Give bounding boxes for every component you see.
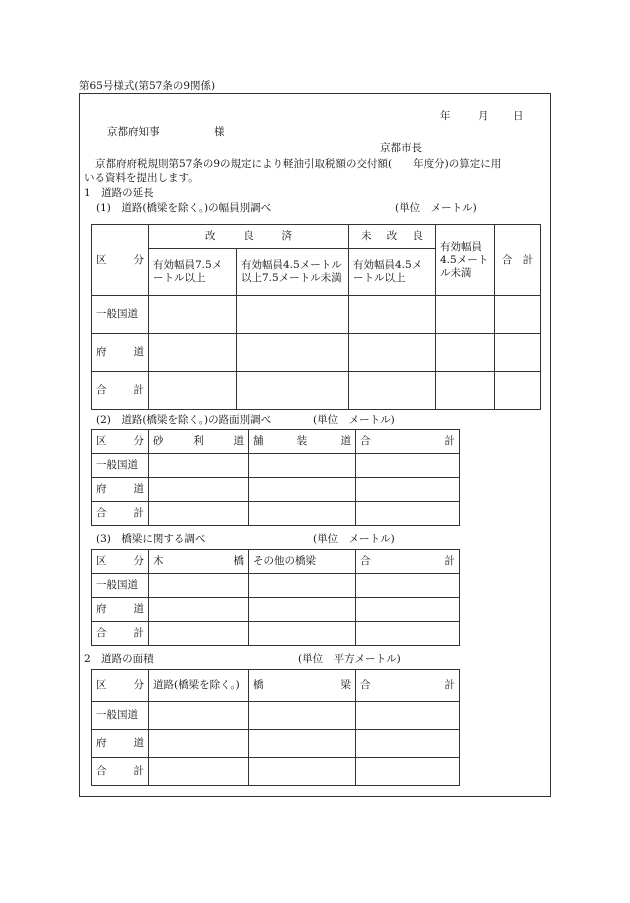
col-c-header: 有効幅員4.5メートル以上 bbox=[349, 249, 436, 296]
sub3-title: (3) 橋梁に関する調べ bbox=[96, 533, 206, 545]
date-day: 日 bbox=[513, 110, 524, 122]
row-label-total: 合 計 bbox=[92, 372, 149, 410]
sender: 京都市長 bbox=[380, 142, 422, 154]
t3-row-total: 合 計 bbox=[92, 622, 149, 646]
t4-row-fudo: 府 道 bbox=[92, 730, 149, 758]
kubun-header: 区 分 bbox=[92, 225, 149, 296]
addressee: 京都府知事 bbox=[107, 126, 160, 138]
sub3-unit: (単位 メートル) bbox=[313, 533, 395, 545]
sub1-title: (1) 道路(橋梁を除く。)の幅員別調べ bbox=[96, 202, 272, 214]
width-survey-table bbox=[91, 224, 541, 410]
t2-head-total: 合 計 bbox=[356, 430, 460, 454]
t2-head-hoso: 舗 装 道 bbox=[249, 430, 356, 454]
row-label-kokudo: 一般国道 bbox=[92, 296, 149, 334]
t2-row-total: 合 計 bbox=[92, 502, 149, 526]
form-label: 第65号様式(第57条の9関係) bbox=[79, 80, 216, 92]
sub1-unit: (単位 メートル) bbox=[395, 202, 477, 214]
kairyo-header: 改 良 済 bbox=[149, 225, 349, 249]
section2-unit: (単位 平方メートル) bbox=[298, 653, 401, 665]
t3-head-total: 合 計 bbox=[356, 550, 460, 574]
t3-head-kubun: 区 分 bbox=[92, 550, 149, 574]
t2-head-jari: 砂 利 道 bbox=[149, 430, 249, 454]
sub2-unit: (単位 メートル) bbox=[313, 414, 395, 426]
col-b-header: 有効幅員4.5メートル以上7.5メートル未満 bbox=[237, 249, 349, 296]
t2-head-kubun: 区 分 bbox=[92, 430, 149, 454]
t4-head-bridge: 橋 梁 bbox=[249, 670, 356, 702]
t3-head-other: その他の橋梁 bbox=[249, 550, 356, 574]
sub2-title: (2) 道路(橋梁を除く。)の路面別調べ bbox=[96, 414, 272, 426]
body-line-1: 京都府府税規則第57条の9の規定により軽油引取税額の交付額( 年度分)の算定に用 bbox=[95, 158, 502, 170]
t4-head-total: 合 計 bbox=[356, 670, 460, 702]
area-table bbox=[91, 669, 460, 786]
mikairyo-header: 未 改 良 bbox=[349, 225, 436, 249]
t2-row-kokudo: 一般国道 bbox=[92, 454, 149, 478]
t3-row-kokudo: 一般国道 bbox=[92, 574, 149, 598]
col-total-header: 合 計 bbox=[495, 225, 541, 296]
date-year: 年 bbox=[440, 110, 451, 122]
t4-row-kokudo: 一般国道 bbox=[92, 702, 149, 730]
body-line-2: いる資料を提出します。 bbox=[84, 172, 199, 184]
section1-title: 1 道路の延長 bbox=[84, 187, 154, 199]
t4-head-kubun: 区 分 bbox=[92, 670, 149, 702]
t3-head-mokkyo: 木 橋 bbox=[149, 550, 249, 574]
section2-title: 2 道路の面積 bbox=[84, 653, 154, 665]
date-month: 月 bbox=[478, 110, 489, 122]
t2-row-fudo: 府 道 bbox=[92, 478, 149, 502]
t4-row-total: 合 計 bbox=[92, 758, 149, 786]
t4-head-road: 道路(橋梁を除く。) bbox=[149, 670, 249, 702]
col-d-header: 有効幅員4.5メートル未満 bbox=[436, 225, 495, 296]
t3-row-fudo: 府 道 bbox=[92, 598, 149, 622]
bridge-survey-table bbox=[91, 549, 460, 646]
row-label-fudo: 府 道 bbox=[92, 334, 149, 372]
col-a-header: 有効幅員7.5メートル以上 bbox=[149, 249, 237, 296]
honorific: 様 bbox=[214, 126, 225, 138]
surface-survey-table bbox=[91, 429, 460, 526]
